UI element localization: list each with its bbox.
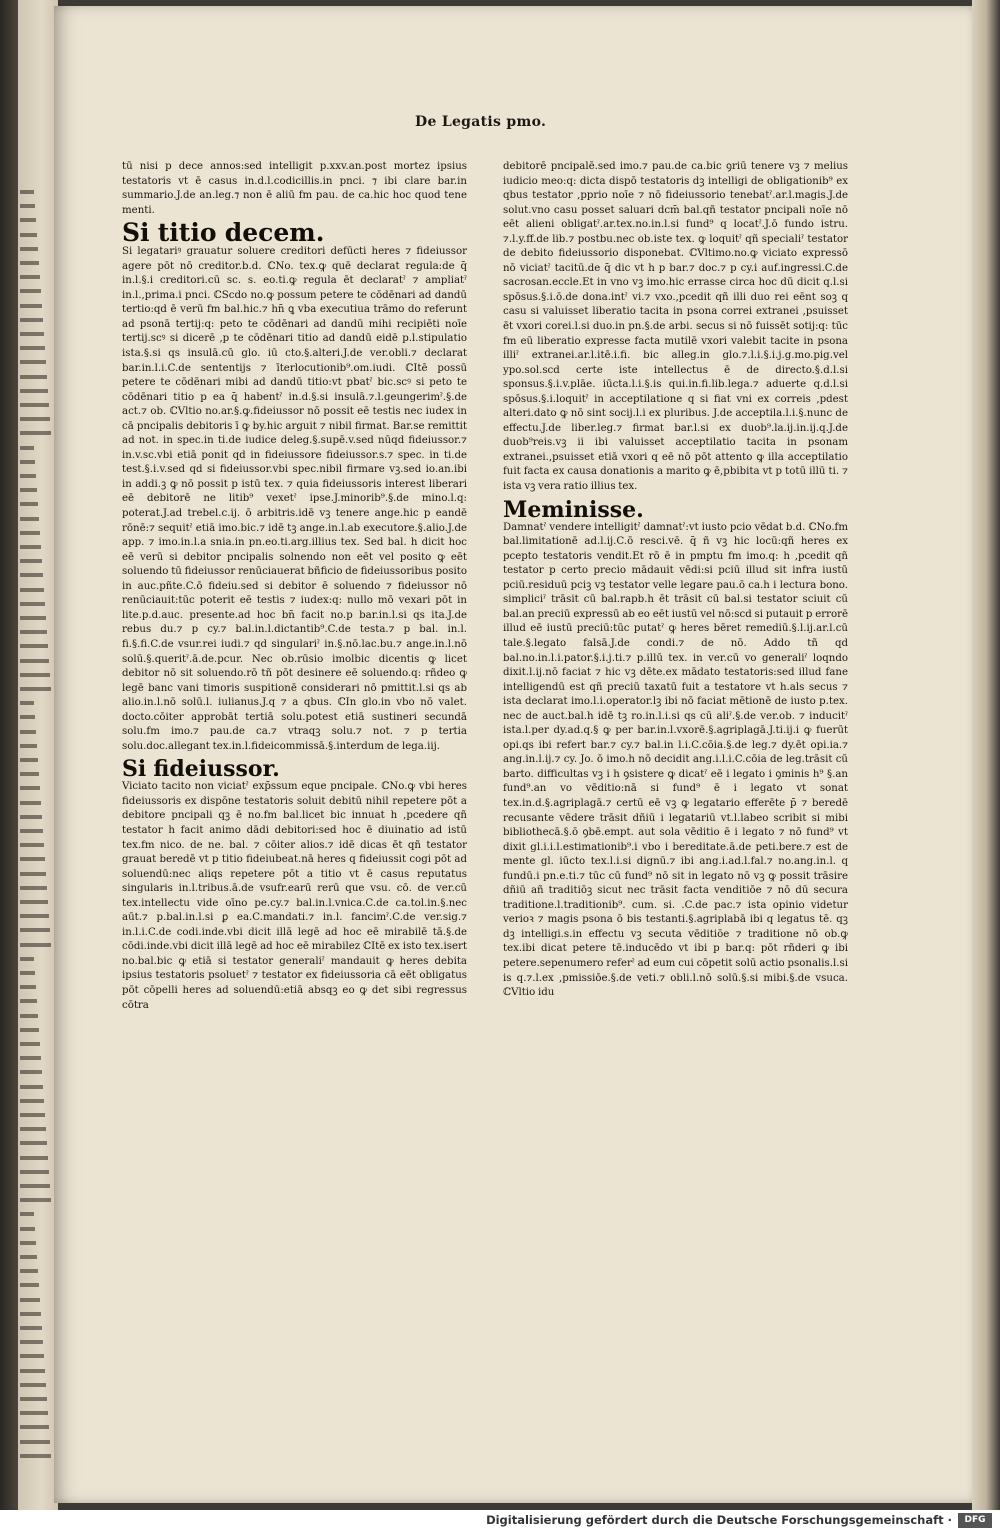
strip-text-mark [20,985,36,989]
strip-text-mark [20,588,44,592]
strip-text-mark [20,786,40,790]
strip-text-mark [20,190,34,194]
strip-text-mark [20,872,46,876]
strip-text-mark [20,502,38,506]
strip-text-mark [20,957,34,961]
page-right-edge [972,0,1000,1531]
strip-text-mark [20,1085,43,1089]
strip-text-mark [20,914,49,918]
strip-text-mark [20,999,37,1003]
commentary-paragraph: debitorē pncipalē.sed imo.⁊ pau.de ca.bic ꝯriū tenere vꝫ ⁊ melius iudicio meo:q: dicta dispō testatoris dꝫ intelligi de obligationib⁹ ex qbus testator ,pprio noīe ⁊ nō fideiussorio tenebatˀ.ar.l.magis.J.de solut.vno casu posset saluari dcm̄ bal.qñ testator pncipali noīe nō eēt alieni obligatˀ.ar.tex.no.in.l.si fund⁹ q locatˀ.J.ō fundo istru. ⁊.l.y.ff.de lib.⁊ postbu.nec ob.iste tex. ꝙ loquitˀ qñ specialiˀ testator de debito fideiussorio disponebat. ℂVltimo.no.ꝙ viciato expressō nō viciatˀ tacitū.de q̄ dic vt h p bar.⁊ doc.⁊ p cy.i auf.ingressi.C.de sacrosan.eccle.Et in vno vꝫ imo.hic errasse circa hoc dū dicit q.l.si spōsus.§.i.ō.de dona.intˀ vi.⁊ vxo.,pcedit qñ illi duo rei eēnt soꝫ q casu si valuisset liberatio tacita in psona correi extranei ,psuisset ēt vxori corei.l.si duo.in pn.§.de arbi. secus si nō fuissēt sotij:q: tūc fm eū liberatio expresse facta mutilē vxori valebit tacite in psona illiˀ extranei.ar.l.itē.i.fi. bic alleg.in glo.⁊.l.i.§.i.j.g.mo.pig.vel ypo.sol.scd certe iste intellectus ē de directo.§.d.l.si sponsus.§.i.v.plāe. iūcta.l.i.§.is qui.in.fi.lib.lega.⁊ aduerte q.d.l.si spōsus.§.i.loquitˀ in acceptilatione q si fiat vni ex correis ,pdest alteri.dato ꝙ nō sint socij.l.i ex pluribus. J.de acceptila.l.i.§.nunc de effectu.J.de liber.leg.⁊ firmat bar.l.si ex duob⁹.la.ij.in.ij.q.J.de duob⁹reis.vꝫ ii ibi valuisset acceptilatio tacita in psonam extranei.,psuisset etiā vxori q eē nō pōt attento ꝙ illa acceptilatio fuit facta ex causa donationis a marito ꝙ ē,pbibita vt p totū illū ti. ⁊ ista vꝫ vera ratio illius tex. [503,161,848,493]
strip-text-mark [20,715,35,719]
strip-text-mark [20,360,46,364]
footer-bar [0,1510,1000,1531]
strip-text-mark [20,1141,47,1145]
strip-text-mark [20,488,37,492]
strip-text-mark [20,730,36,734]
strip-text-mark [20,1425,49,1429]
strip-text-mark [20,1369,45,1373]
commentary-paragraph: Damnatˀ vendere intelligitˀ damnatˀ:vt iusto pcio vēdat b.d. ℂNo.fm bal.limitationē ad.l.ij.C.ō resci.vē. q̄ ñ vꝫ hic locū:qñ heres ex pcepto testatoris vendit.Et rō ē in pmptu fm imo.q: h ,pcedit qñ testator p certo precio mādauit vēdi:si pciū illud sit infra iustū pciū.residuū pciꝫ vꝫ testator velle legare pau.ō ca.h i lectura bono. simpliciˀ trāsit cū bal.rapb.h ēt trāsit cū bal.si testator sciuit cū bal.an preciū expressū ab eo eēt iustū vel nō:scd si putauit p errorē illud eē iustū preciū:tūc putatˀ ꝙ heres bēret remediū.§.l.ij.ar.l.cū tale.§.legato falsā.J.de condi.⁊ de nō. Addo tñ qd bal.no.in.l.i.pator.§.i.j.ti.⁊ p.illū tex. in ver.cū vo generaliˀ loqndo dixit.l.ij.nō faciat ⁊ hic vꝫ dēte.ex mādato testatoris:sed illud fane intelligendū est qñ preciū taxatū fuit a testatore vt h.als secus ⁊ ista declarat imo.l.i.operator.lꝫ ibi nō faciat mētionē de iusto p.tex. nec de auct.bal.h idē tꝫ ro.in.l.i.si qs cū aliˀ.§.de ver.ob. ⁊ inducitˀ ista.l.per dy.ad.q.§ ꝙ per bar.in.l.vxorē.§.agriplagā.J.ti.ij.i ꝙ fuerūt opi.qs ibi refert bar.⁊ cy.⁊ bal.in l.i.C.cōia.§.de leg.⁊ dy.ēt opi.ia.⁊ ang.in.l.ij.⁊ cy. Jo. ō imo.h nō decidit ang.i.l.i.C.cōia de leg.trāsit cū barto. difficultas vꝫ i h ꝯsistere ꝙ dicatˀ eē i legato i ꝯminis h⁹ §.an fund⁹.an vo vēditio:nā si fund⁹ ē i legato vt sonat tex.in.d.§.agriplagā.⁊ certū eē vꝫ ꝙ legatario efferēte p̄ ⁊ beredē recusante vēdere trāsit dñiū i legatariū vt.l.labeo scribit si mibi bibliothecā.§.ō ꝯbē.empt. aut sola vēditio ē i legato ⁊ nō fund⁹ vt dixit gl.i.i.l.estimationib⁹.i vbo i bereditate.ā.de peti.bere.⁊ est de mente gl. iūcto tex.l.i.si dignū.⁊ ibi ang.i.ad.l.fal.⁊ no.ang.in.l. q fundū.i pn.e.ti.⁊ tūc cū fund⁹ nō sit in legato nō vꝫ ꝙ possit trāsire dñiū añ traditiōꝫ sicut nec trāsit facta venditiōe ⁊ nō dū secura traditione.l.traditionib⁹. cum. si. .C.de pac.⁊ ista opinio videtur verioꝛ ⁊ magis psona ō bis testanti.§.agriplabā ibi q legatus tē. qꝫ dꝫ intelligi.s.in effectu vꝫ secuta vēditiōe ⁊ traditione nō ob.ꝙ tex.ibi dicat petere tē.inducēdo vt ibi p bar.q: pōt rñderi ꝙ ibi petere.sepenumero referˀ ad eum cui cōpetit solū actio psonalis.l.si is q.⁊.l.ex ,pmissiōe.§.de veti.⁊ obli.l.nō solū.§.si mibi.§.de vsuca. ℂVltio idu [503,521,848,999]
strip-text-mark [20,1212,34,1216]
lemma-heading: Si titio decem. [122,218,325,248]
strip-text-mark [20,602,45,606]
strip-text-mark [20,644,48,648]
strip-text-mark [20,1198,51,1202]
strip-text-mark [20,943,51,947]
lemma-heading: Si fideiussor. [122,756,280,783]
strip-text-mark [20,573,43,577]
strip-text-mark [20,1326,42,1330]
strip-text-mark [20,659,49,663]
lemma-heading: Meminisse. [503,496,644,523]
strip-text-mark [20,1255,37,1259]
strip-text-mark [20,1340,43,1344]
strip-text-mark [20,1241,36,1245]
intro-paragraph: tū nisi p dece annos:sed intelligit p.xxv.an.post mortez ipsius testatoris vt ē casus in.d.l.codicillis.in pnci. ⁊ ibi clare bar.in summario.J.de an.leg.⁊ non ē aliū fm pau. de ca.hic hoc quod tene menti. [122,161,467,216]
strip-text-mark [20,829,43,833]
strip-text-mark [20,545,41,549]
lemma-row-si-fideiussor [122,754,467,783]
strip-text-mark [20,900,48,904]
strip-text-mark [20,1354,44,1358]
strip-text-mark [20,460,35,464]
strip-text-mark [20,474,36,478]
strip-text-mark [20,758,38,762]
strip-text-mark [20,446,34,450]
strip-text-mark [20,630,47,634]
strip-text-mark [20,928,50,932]
strip-text-mark [20,843,44,847]
dfg-logo: DFG [958,1513,992,1528]
strip-text-mark [20,403,49,407]
strip-text-mark [20,1440,50,1444]
strip-text-mark [20,218,36,222]
strip-text-mark [20,687,51,691]
strip-text-mark [20,744,37,748]
strip-text-mark [20,332,44,336]
strip-text-mark [20,304,42,308]
strip-text-mark [20,801,41,805]
strip-text-mark [20,275,40,279]
strip-text-mark [20,772,39,776]
strip-text-mark [20,247,38,251]
strip-text-mark [20,701,34,705]
footer-credit-text: Digitalisierung gefördert durch die Deutsche Forschungsgemeinschaft · [486,1513,952,1527]
strip-text-mark [20,204,35,208]
strip-text-mark [20,1042,40,1046]
strip-text-mark [20,1411,48,1415]
strip-text-mark [20,261,39,265]
strip-text-mark [20,1227,35,1231]
strip-text-mark [20,616,46,620]
strip-text-mark [20,375,47,379]
strip-text-mark [20,1056,41,1060]
strip-text-mark [20,1397,47,1401]
strip-text-mark [20,417,50,421]
strip-text-mark [20,389,48,393]
strip-text-mark [20,559,42,563]
left-text-column [122,160,467,1013]
strip-text-mark [20,815,42,819]
strip-text-mark [20,673,50,677]
running-head: De Legatis pmo. [415,114,547,130]
strip-text-mark [20,346,45,350]
strip-text-mark [20,1099,44,1103]
strip-text-mark [20,531,40,535]
lemma-row-meminisse [503,495,848,521]
strip-text-mark [20,517,39,521]
lemma-row-si-titio [122,218,467,248]
strip-text-mark [20,971,35,975]
strip-text-mark [20,431,51,435]
strip-text-mark [20,1454,51,1458]
strip-text-mark [20,1269,38,1273]
strip-text-mark [20,1156,48,1160]
strip-text-mark [20,886,47,890]
strip-text-mark [20,289,41,293]
strip-text-mark [20,233,37,237]
strip-text-mark [20,318,43,322]
strip-text-mark [20,1312,41,1316]
previous-page-strip [18,0,58,1531]
strip-text-mark [20,1170,49,1174]
strip-text-mark [20,1014,38,1018]
strip-text-mark [20,1070,42,1074]
strip-text-mark [20,1283,39,1287]
strip-text-mark [20,1028,39,1032]
commentary-paragraph: Si legatariꝰ grauatur soluere creditori defūcti heres ⁊ fideiussor agere pōt nō creditor.b.d. ℂNo. tex.ꝙ quē declarat regula:de q̄ in.l.§.i creditori.cū sc. s. eo.ti.ꝙ regula ēt declaratˀ ⁊ ampliatˀ in.l.,prima.i pnci. ℂScdo no.ꝙ possum petere te cōdēnari ad dandū tertio:qd ē verū fm bal.hic.⁊ hn̄ ꝗ vba executiua trāmo do referunt ad psonā tertij:q: peto te cōdēnari ad dandū mihi recipiēti noīe tertij.scꝰ si dicerē ,p te cōdēnari titio ad dandū eidē p.l.stipulatio ista.§.si qs insulā.cū glo. iū cto.§.alteri.J.de ver.obli.⁊ declarat bar.in.l.i.C.de sententijs ⁊ īterlocutionib⁹.om.iudi. ℂItē possū petere te cōdēnari mibi ad dandū titio:vt pbatˀ bic.scꝰ si peto te cōdēnari titio p ea q̄ habentˀ in.d.§.si insulā.⁊.l.geungerimˀ.§.de act.⁊ ob. ℂVltio no.ar.§.ꝙ.fideiussor nō possit eē testis nec iudex in cā pncipalis debitoris ī ꝙ by.hic arguit ⁊ nibil firmat. Bar.se remittit ad not. in spec.in ti.de iudice deleg.§.supē.v.sed nūqd fideiussor.⁊ in.v.sc.vbi etiā ponit qd in fideiussore fideiussor.s.⁊ spec. in ti.de test.§.i.v.sed qd si fideiussor.vbi spec.nibil firmare vꝫ.sed io.an.ibi in addi.ꝫ ꝙ nō possit p istū tex. ⁊ quia fideiussoris interest liberari eē debitorē ne litib⁹ vexetˀ ipse.J.minorib⁹.§.de mino.l.q: poterat.J.ad trebel.c.ij. ō arbitris.idē vꝫ tenere ange.hic p eandē rōnē:⁊ sequitˀ etiā imo.bic.⁊ idē tꝫ ange.in.l.ab executore.§.alio.J.de app. ⁊ imo.in.l.a snia.in pn.eo.ti.arg.illius tex. Sed bal. h dicit hoc eē verū si debitor pncipalis solnendo non eēt vel posito ꝙ eēt soluendo tū fideiussor renūciauerat bñficio de fideiussoribus posito in auc.pñte.C.ō fideiu.sed si debitor ē soluendo ⁊ fideiussor nō renūciauit:tūc poterit eē testis ⁊ iudex:q: nullo mō vexari pōt in lite.p.d.auc. presente.ad hoc bn̄ facit no.p bar.in.l.si qs ita.J.de rebus du.⁊ p cy.⁊ bal.in.l.dictantib⁹.C.de testa.⁊ p bal. in.l. fi.§.fi.C.de vsur.rei iudi.⁊ qd singulariˀ in.§.nō.lac.bu.⁊ ange.in.l.nō solū.§.queritˀ.ā.de.pcur. Nec ob.rūsio imolbic dicentis ꝙ licet debitor nō sit soluendo.rō tñ pōt desinere eē soluendo.q: rñdeo ꝙ legē banc vani timoris suspitionē considerari nō pmittit.l.si qs ab alio.in.l.nō solū.l. iulianus.J.q ⁊ a qbus. ℂIn glo.in vbo nō valet. docto.cōiter approbāt tertiā solu.potest etiā sustineri secundā solu.fm imo.⁊ pau.de ca.⁊ vtraqꝫ solu.⁊ not. ⁊ p tertia solu.doc.allegant tex.in.l.fideicommissā.§.interdum de lega.iij. [122,246,467,752]
right-text-column [503,160,848,1001]
commentary-paragraph: Viciato tacito non viciatˀ exp̄ssum eque pncipale. ℂNo.ꝙ vbi heres fideiussoris ex dispōne testatoris soluit debitū nihil repetere pōt a debitore pncipali qꝫ ē no.fm bal.licet bic innuat h ,pcedere qñ testator h facit animo dādi debitori:sed hoc ē diuinatio ad istū tex.fm nico. de ne. bal. ⁊ cōiter alios.⁊ idē dicas ēt qñ testator grauat beredē vt p titio fideiubeat.nā heres q fideiussit cogi pōt ad soluendū:nec aliqs repetere pōt a titio vt ē casus reputatus singularis in.l.tribus.ā.de vsufr.earū rerū que vsu. cō. de ver.cū tex.intellectu vide oīno pe.cy.⁊ bal.in.l.vnica.C.de ca.tol.in.§.nec aūt.⁊ p.bal.in.l.si ꝑ ea.C.mandati.⁊ in.l. fancimˀ.C.de ver.sig.⁊ in.l.i.C.de codi.inde.vbi dicit illā legē ad hoc eē mirabilē tā.§.de cōdi.inde.vbi dicit illā legē ad hoc eē mirabilez ℂItē ex isto tex.isert no.bal.bic ꝙ etiā si testator generaliˀ mandauit ꝙ heres debita ipsius testatoris psoluetˀ ⁊ testator ex fideiussoria cā eēt obligatus pōt cōpelli heres ad soluendū:etiā absqꝫ eo ꝙ det sibi regressus cōtra [122,781,467,1011]
strip-text-mark [20,857,45,861]
strip-text-mark [20,1184,50,1188]
strip-text-mark [20,1298,40,1302]
strip-text-mark [20,1127,46,1131]
strip-text-mark [20,1383,46,1387]
strip-text-mark [20,1113,45,1117]
